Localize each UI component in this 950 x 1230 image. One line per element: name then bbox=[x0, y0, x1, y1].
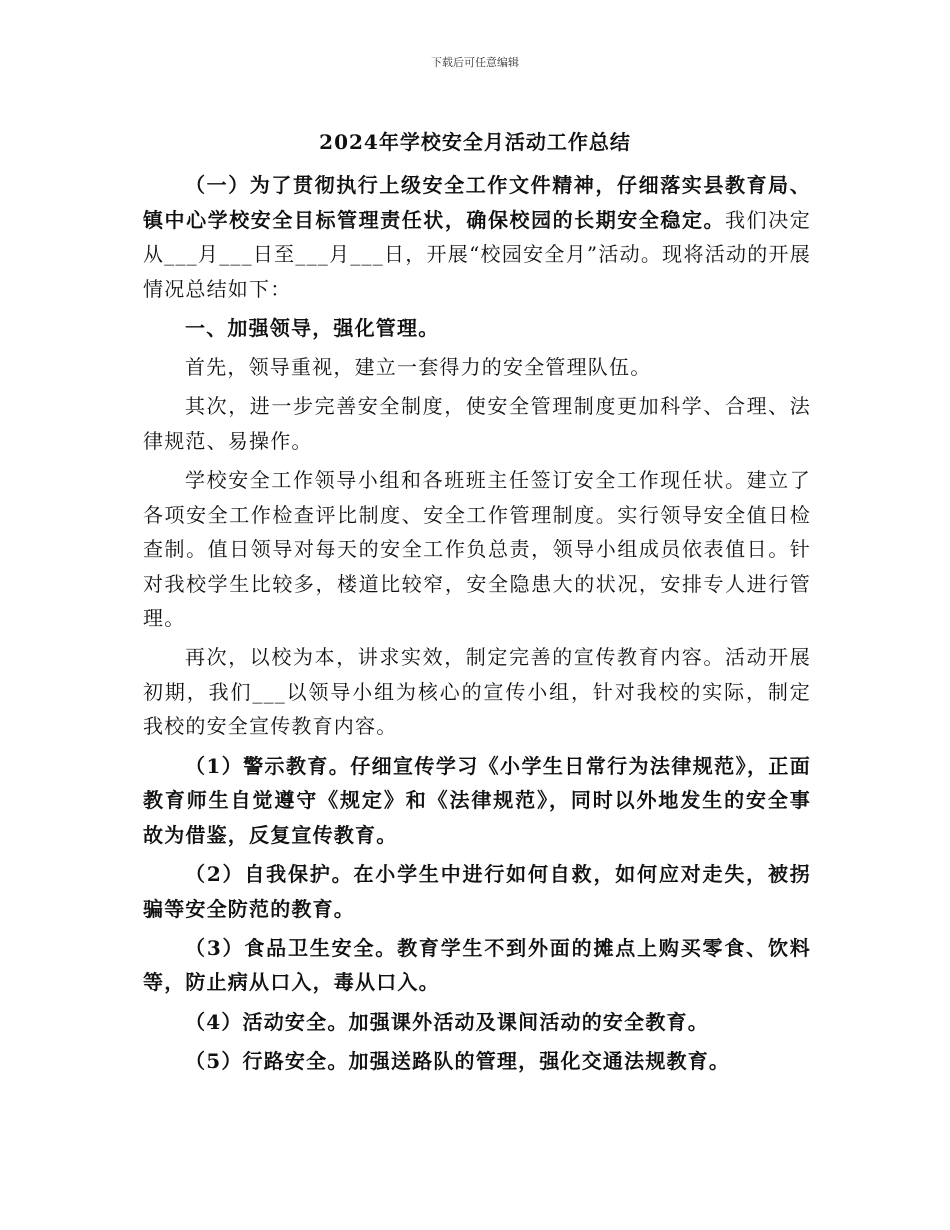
document-title: 2024年学校安全月活动工作总结 bbox=[319, 130, 631, 154]
list-item-food-safety: （3）食品卫生安全。教育学生不到外面的摊点上购买零食、饮料等，防止病从口入，毒从口入。 bbox=[143, 935, 811, 995]
intro-rest-text: 我们决定从___月___日至___月___日，开展“校园安全月”活动。现将活动的开展情况总结如下： bbox=[143, 207, 811, 301]
list-item-self-protection: （2）自我保护。在小学生中进行如何自救，如何应对走失，被拐骗等安全防范的教育。 bbox=[143, 862, 811, 921]
header-note: 下载后可任意编辑 bbox=[431, 56, 519, 69]
section-heading: 一、加强领导，强化管理。 bbox=[185, 315, 440, 340]
paragraph-committee: 学校安全工作领导小组和各班班主任签订安全工作现任状。建立了各项安全工作检查评比制度、安全工作管理制度。实行领导安全值日检查制。值日领导对每天的安全工作负总责，领导小组成员依表值日。针对我校学生比较多，楼道比较窄，安全隐患大的状况，安排专人进行管理。 bbox=[143, 468, 811, 631]
list-item-road-safety: （5）行路安全。加强送路队的管理，强化交通法规教育。 bbox=[185, 1048, 731, 1073]
paragraph-second: 其次，进一步完善安全制度，使安全管理制度更加科学、合理、法律规范、易操作。 bbox=[143, 394, 811, 453]
intro-bold-text: （一）为了贯彻执行上级安全工作文件精神，仔细落实县教育局、镇中心学校安全目标管理责任状，确保校园的长期安全稳定。 bbox=[143, 173, 811, 232]
document-body bbox=[143, 168, 811, 1078]
paragraph-first: 首先，领导重视，建立一套得力的安全管理队伍。 bbox=[185, 355, 652, 380]
paragraph-third: 再次，以校为本，讲求实效，制定完善的宣传教育内容。活动开展初期，我们___以领导小组为核心的宣传小组，针对我校的实际，制定我校的安全宣传教育内容。 bbox=[143, 645, 811, 739]
intro-paragraph bbox=[143, 168, 811, 306]
list-item-activity-safety: （4）活动安全。加强课外活动及课间活动的安全教育。 bbox=[185, 1009, 709, 1034]
list-item-warning-education: （1）警示教育。仔细宣传学习《小学生日常行为法律规范》，正面教育师生自觉遵守《规定》和《法律规范》，同时以外地发生的安全事故为借鉴，反复宣传教育。 bbox=[143, 753, 811, 847]
